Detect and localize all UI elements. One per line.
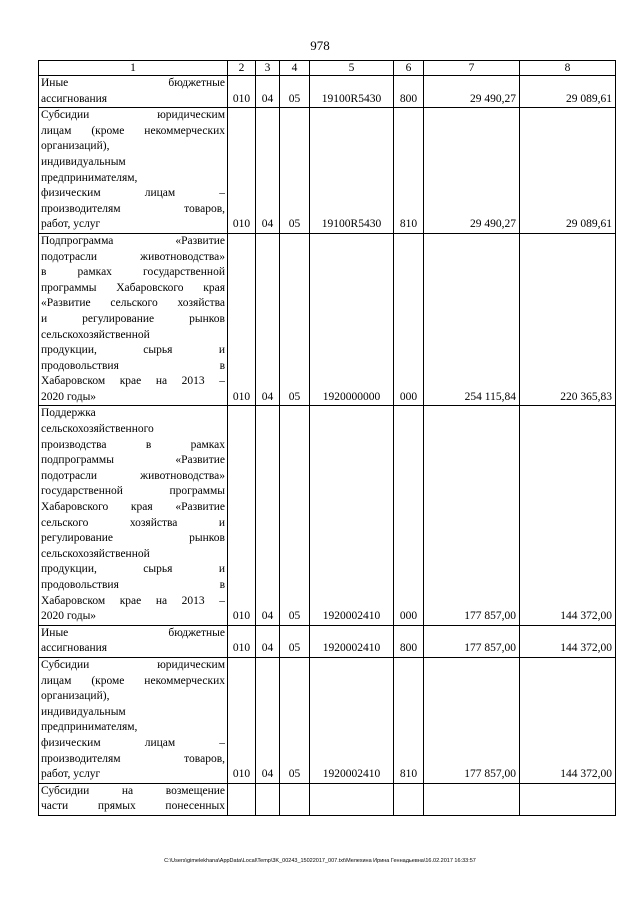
table-row xyxy=(39,783,616,815)
table-row xyxy=(39,76,616,108)
header-cell: 8 xyxy=(520,61,616,76)
header-cell: 1 xyxy=(39,61,228,76)
description-line: сельского хозяйства и xyxy=(41,516,225,529)
amount-actual: 144 372,00 xyxy=(520,657,616,783)
description-line: в рамках государственной xyxy=(41,266,225,279)
table-row xyxy=(39,108,616,234)
amount-actual: 144 372,00 xyxy=(520,406,616,625)
header-cell: 7 xyxy=(424,61,520,76)
amount-plan: 254 115,84 xyxy=(424,233,520,406)
code-glava: 010 xyxy=(228,108,256,234)
code-podrazdel: 05 xyxy=(280,406,310,625)
row-description xyxy=(39,108,228,234)
code-razdel: 04 xyxy=(256,76,280,108)
code-target-article: 1920002410 xyxy=(310,406,394,625)
amount-plan: 29 490,27 xyxy=(424,76,520,108)
table-row xyxy=(39,406,616,625)
code-target-article xyxy=(310,783,394,815)
description-line: подпрограммы «Развитие xyxy=(41,454,225,467)
code-glava: 010 xyxy=(228,406,256,625)
table-row xyxy=(39,625,616,657)
code-glava: 010 xyxy=(228,657,256,783)
code-razdel: 04 xyxy=(256,657,280,783)
code-podrazdel xyxy=(280,783,310,815)
description-line: Поддержка xyxy=(41,407,96,420)
description-line: индивидуальным xyxy=(41,155,126,168)
code-expense-type: 000 xyxy=(394,233,424,406)
code-expense-type: 810 xyxy=(394,108,424,234)
row-description xyxy=(39,657,228,783)
amount-actual xyxy=(520,783,616,815)
header-cell: 2 xyxy=(228,61,256,76)
description-line: продовольствия в xyxy=(41,579,225,591)
amount-actual: 144 372,00 xyxy=(520,625,616,657)
description-line: 2020 годы» xyxy=(41,390,97,403)
description-line: организаций), xyxy=(41,140,110,153)
description-line: Субсидии на возмещение xyxy=(41,784,225,797)
description-line: программы Хабаровского края xyxy=(41,281,225,294)
footer-file-path: C:\Users\gimelekhana\AppData\Local\Temp\3K_00243_15022017_007.txt\Мелехина Ирина Геннадьевна\16.02.2017 16:33:57 xyxy=(164,858,476,864)
amount-plan: 177 857,00 xyxy=(424,657,520,783)
code-podrazdel: 05 xyxy=(280,625,310,657)
header-cell: 3 xyxy=(256,61,280,76)
description-line: производства в рамках xyxy=(41,438,225,451)
row-description xyxy=(39,233,228,406)
row-description xyxy=(39,625,228,657)
description-line: физическим лицам – xyxy=(41,736,225,749)
description-line: Хабаровского края «Развитие xyxy=(41,501,225,514)
description-line: продукции, сырья и xyxy=(41,344,225,357)
description-line: сельскохозяйственной xyxy=(41,547,150,560)
description-line: «Развитие сельского хозяйства xyxy=(41,297,225,310)
code-razdel: 04 xyxy=(256,233,280,406)
description-line: организаций), xyxy=(41,690,110,703)
description-line: Иные бюджетные xyxy=(41,77,225,89)
table-header-row xyxy=(39,61,616,76)
code-target-article: 1920000000 xyxy=(310,233,394,406)
description-line: лицам (кроме некоммерческих xyxy=(41,124,225,137)
description-line: работ, услуг xyxy=(41,768,101,781)
amount-plan: 177 857,00 xyxy=(424,625,520,657)
description-line: лицам (кроме некоммерческих xyxy=(41,674,225,687)
header-cell: 6 xyxy=(394,61,424,76)
code-expense-type: 800 xyxy=(394,76,424,108)
code-podrazdel: 05 xyxy=(280,108,310,234)
description-line: Подпрограмма «Развитие xyxy=(41,234,225,247)
description-line: продовольствия в xyxy=(41,359,225,372)
row-description xyxy=(39,76,228,108)
row-description xyxy=(39,783,228,815)
description-line: ассигнования xyxy=(41,92,108,105)
description-line: 2020 годы» xyxy=(41,610,97,623)
description-line: предпринимателям, xyxy=(41,171,138,184)
code-glava: 010 xyxy=(228,625,256,657)
code-podrazdel: 05 xyxy=(280,76,310,108)
amount-actual: 220 365,83 xyxy=(520,233,616,406)
table-row xyxy=(39,657,616,783)
code-glava xyxy=(228,783,256,815)
description-line: предпринимателям, xyxy=(41,721,138,734)
header-cell: 4 xyxy=(280,61,310,76)
description-line: сельскохозяйственной xyxy=(41,328,150,341)
amount-plan: 177 857,00 xyxy=(424,406,520,625)
code-expense-type: 800 xyxy=(394,625,424,657)
description-line: Хабаровском крае на 2013 – xyxy=(41,375,225,388)
description-line: работ, услуг xyxy=(41,218,101,231)
page-number: 978 xyxy=(310,38,330,53)
description-line: Иные бюджетные xyxy=(41,626,225,639)
description-line: Субсидии юридическим xyxy=(41,658,225,671)
code-glava: 010 xyxy=(228,76,256,108)
code-razdel: 04 xyxy=(256,406,280,625)
description-line: государственной программы xyxy=(41,485,225,498)
description-line: Субсидии юридическим xyxy=(41,109,225,122)
description-line: подотрасли животноводства» xyxy=(41,469,225,482)
code-podrazdel: 05 xyxy=(280,657,310,783)
description-line: продукции, сырья и xyxy=(41,563,225,576)
row-description xyxy=(39,406,228,625)
description-line: индивидуальным xyxy=(41,705,126,718)
description-line: части прямых понесенных xyxy=(41,800,225,813)
description-line: подотрасли животноводства» xyxy=(41,250,225,263)
code-razdel: 04 xyxy=(256,625,280,657)
code-glava: 010 xyxy=(228,233,256,406)
description-line: ассигнования xyxy=(41,642,108,655)
code-target-article: 1920002410 xyxy=(310,625,394,657)
budget-table xyxy=(38,60,616,816)
description-line: Хабаровском крае на 2013 – xyxy=(41,594,225,607)
description-line: производителям товаров, xyxy=(41,752,225,765)
description-line: физическим лицам – xyxy=(41,187,225,200)
description-line: регулирование рынков xyxy=(41,532,225,545)
description-line: сельскохозяйственного xyxy=(41,423,154,436)
description-line: и регулирование рынков xyxy=(41,312,225,325)
code-podrazdel: 05 xyxy=(280,233,310,406)
code-target-article: 1920002410 xyxy=(310,657,394,783)
amount-actual: 29 089,61 xyxy=(520,108,616,234)
amount-actual: 29 089,61 xyxy=(520,76,616,108)
code-razdel: 04 xyxy=(256,108,280,234)
code-target-article: 19100R5430 xyxy=(310,76,394,108)
header-cell: 5 xyxy=(310,61,394,76)
code-expense-type xyxy=(394,783,424,815)
amount-plan: 29 490,27 xyxy=(424,108,520,234)
description-line: производителям товаров, xyxy=(41,202,225,215)
code-expense-type: 810 xyxy=(394,657,424,783)
amount-plan xyxy=(424,783,520,815)
code-razdel xyxy=(256,783,280,815)
table-row xyxy=(39,233,616,406)
code-target-article: 19100R5430 xyxy=(310,108,394,234)
code-expense-type: 000 xyxy=(394,406,424,625)
